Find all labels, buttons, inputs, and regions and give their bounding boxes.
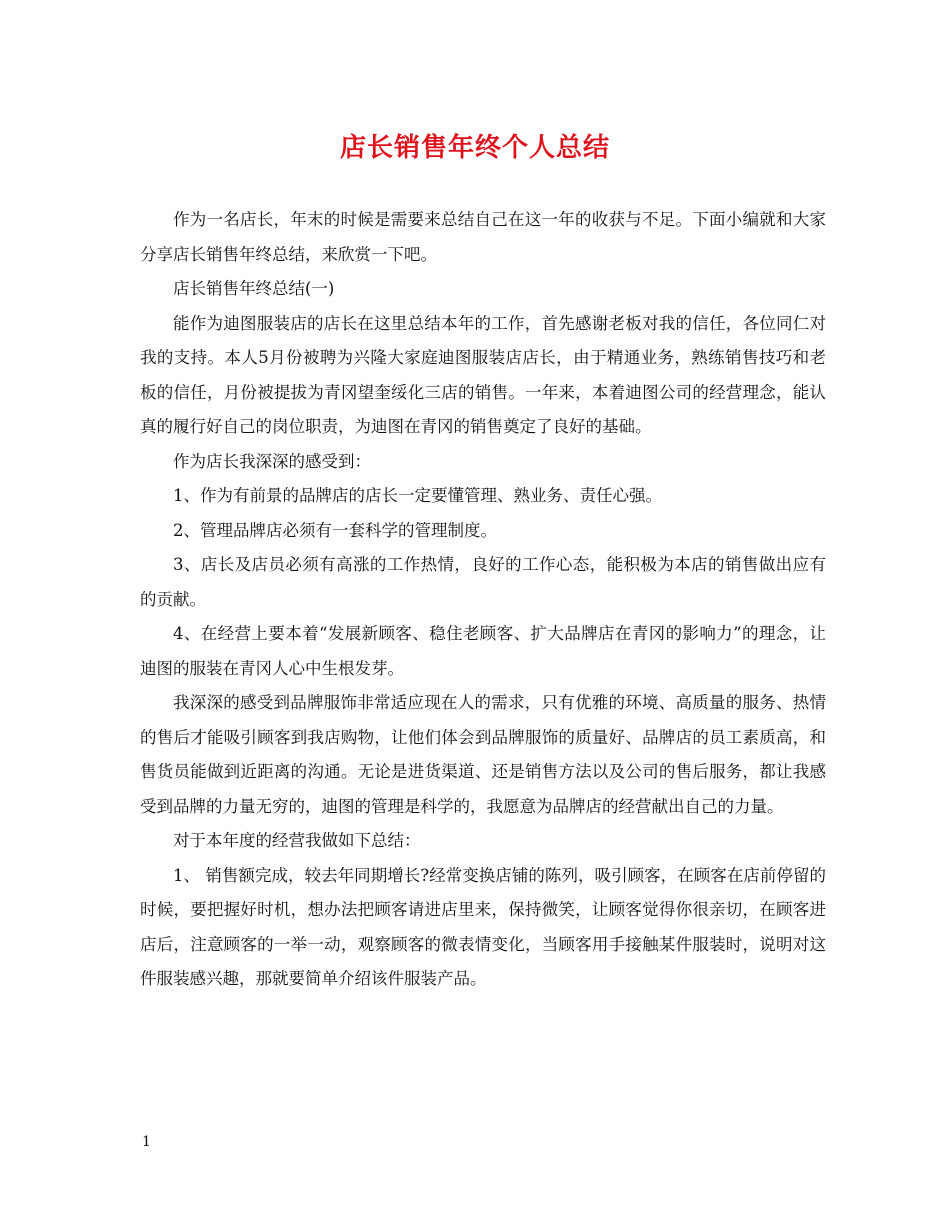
section-heading: 店长销售年终总结(一): [173, 279, 335, 298]
list-item-4: 4、在经营上要本着“发展新顾客、稳住老顾客、扩大品牌店在青冈的影响力”的理念，让迪图的服装在青冈人心中生根发芽。: [140, 624, 826, 678]
paragraph-summary-lead: 对于本年度的经营我做如下总结：: [173, 831, 421, 850]
page-title: 店长销售年终个人总结: [339, 133, 610, 163]
document-body: [140, 203, 826, 997]
summary-item-1: 1、 销售额完成，较去年同期增长?经常变换店铺的陈列，吸引顾客，在顾客在店前停留的时候，要把握好时机，想办法把顾客请进店里来，保持微笑，让顾客觉得你很亲切，在顾客进店后，注意顾客的一举一动，观察顾客的微表情变化，当顾客用手接触某件服装时，说明对这件服装感兴趣，那就要简单介绍该件服装产品。: [140, 865, 826, 988]
list-item-3: 3、店长及店员必须有高涨的工作热情，良好的工作心态，能积极为本店的销售做出应有的贡献。: [140, 555, 826, 609]
list-item-1: 1、作为有前景的品牌店的店长一定要懂管理、熟业务、责任心强。: [173, 486, 662, 505]
paragraph-brand: 我深深的感受到品牌服饰非常适应现在人的需求，只有优雅的环境、高质量的服务、热情的售后才能吸引顾客到我店购物，让他们体会到品牌服饰的质量好、品牌店的员工素质高，和售货员能做到近距离的沟通。无论是进货渠道、还是销售方法以及公司的售后服务，都让我感受到品牌的力量无穷的，迪图的管理是科学的，我愿意为品牌店的经营献出自己的力量。: [140, 693, 826, 816]
page-number: 1: [142, 1134, 151, 1150]
paragraph-intro: 作为一名店长，年末的时候是需要来总结自己在这一年的收获与不足。下面小编就和大家分享店长销售年终总结，来欣赏一下吧。: [140, 210, 826, 264]
paragraph-feelings-lead: 作为店长我深深的感受到：: [173, 451, 371, 471]
paragraph-opening: 能作为迪图服装店的店长在这里总结本年的工作，首先感谢老板对我的信任，各位同仁对我的支持。本人5月份被聘为兴隆大家庭迪图服装店店长，由于精通业务，熟练销售技巧和老板的信任，月份被提拔为青冈望奎绥化三店的销售。一年来，本着迪图公司的经营理念，能认真的履行好自己的岗位职责，为迪图在青冈的销售奠定了良好的基础。: [140, 313, 826, 436]
list-item-2: 2、管理品牌店必须有一套科学的管理制度。: [173, 520, 497, 540]
